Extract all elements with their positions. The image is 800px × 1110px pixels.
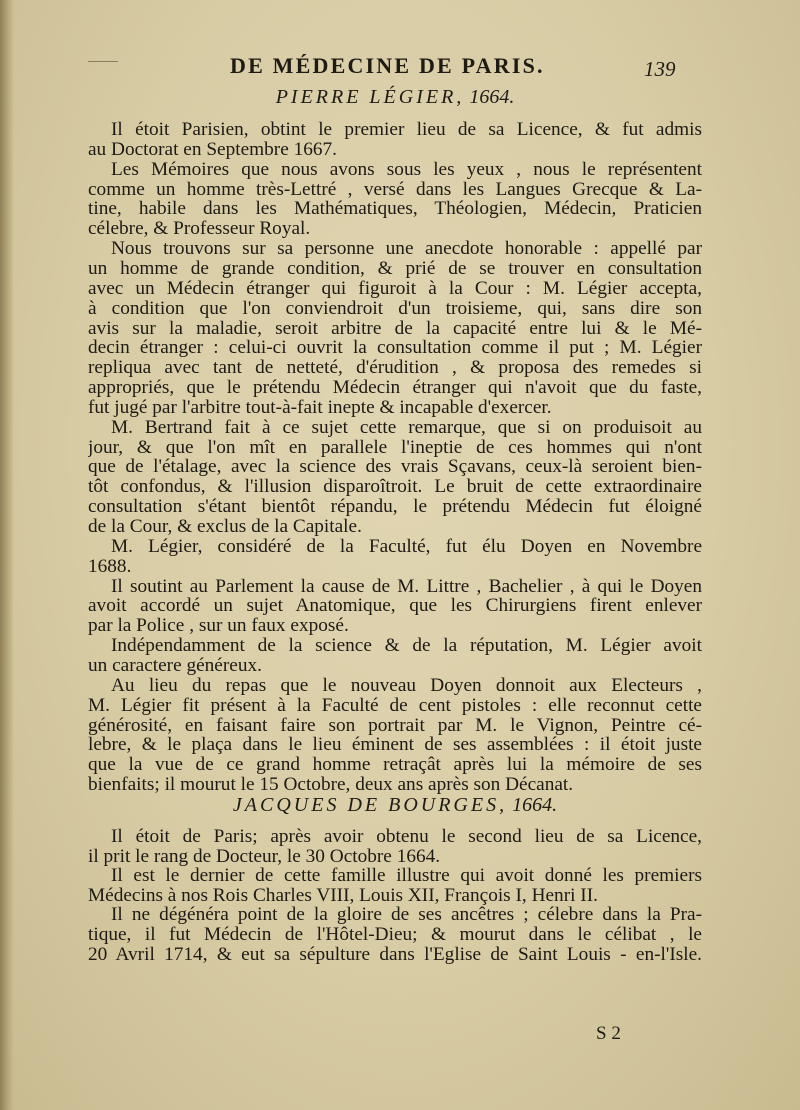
text-line: repliqua avec tant de netteté, d'érudition , & proposa des remedes si	[88, 357, 702, 379]
section-heading-year: 1664.	[512, 794, 558, 816]
text-line: Il étoit Parisien, obtint le premier lieu de sa Licence, & fut admis	[111, 119, 702, 140]
text-line: par la Police , sur un faux exposé.	[88, 615, 349, 637]
text-line: au Doctorat en Septembre 1667.	[88, 138, 337, 160]
text-line: avis sur la maladie, seroit arbitre de la capacité entre lui & le Mé-	[88, 317, 702, 339]
text-line: M. Légier fit présent à la Faculté de cent pistoles : elle reconnut cette	[88, 694, 702, 716]
text-line: Médecins à nos Rois Charles VIII, Louis XII, François I, Henri II.	[88, 884, 598, 906]
section-heading-name: PIERRE LÉGIER,	[275, 86, 465, 108]
text-line: Indépendamment de la science & de la réputation, M. Légier avoit	[111, 635, 702, 657]
running-head-title: DE MÉDECINE DE PARIS.	[230, 53, 545, 78]
text-line: Les Mémoires que nous avons sous les yeux , nous le représentent	[111, 158, 702, 180]
text-line: appropriés, que le prétendu Médecin étranger qui n'avoit que du faste,	[88, 377, 702, 399]
text-line: Il est le dernier de cette famille illustre qui avoit donné les premiers	[111, 865, 702, 887]
text-line: Au lieu du repas que le nouveau Doyen donnoit aux Electeurs ,	[111, 674, 702, 696]
text-line: tique, il fut Médecin de l'Hôtel-Dieu; & mourut dans le célibat , le	[88, 924, 702, 945]
text-line: avec un Médecin étranger qui figuroit à la Cour : M. Légier accepta,	[88, 277, 702, 299]
text-line: jour, & que l'on mît en parallele l'ineptie de ces hommes qui n'ont	[88, 436, 702, 458]
text-line: un homme de grande condition, & prié de se trouver en consultation	[88, 257, 702, 279]
text-line: Il étoit de Paris; après avoir obtenu le second lieu de sa Licence,	[111, 826, 702, 847]
text-line: lebre, & le plaça dans le lieu éminent de ses assemblées : il étoit juste	[88, 734, 702, 756]
text-line: avoit accordé un sujet Anatomique, que les Chirurgiens firent enlever	[88, 595, 702, 617]
section-heading-bourges	[88, 794, 702, 817]
text-line: bienfaits; il mourut le 15 Octobre, deux ans après son Décanat.	[88, 774, 574, 796]
text-line: Nous trouvons sur sa personne une anecdote honorable : appellé par	[111, 238, 702, 260]
section-heading-name: JACQUES DE BOURGES,	[232, 794, 508, 816]
text-line: de la Cour, & exclus de la Capitale.	[88, 516, 362, 537]
section-heading-year: 1664.	[469, 86, 515, 108]
text-line: tine, habile dans les Mathématiques, Théologien, Médecin, Praticien	[88, 198, 702, 220]
text-line: tôt confondus, & l'illusion disparoîtroit. Le bruit de cette extraordinaire	[88, 476, 702, 498]
text-line: 1688.	[88, 555, 132, 577]
text-line: que de l'étalage, avec la science des vrais Sçavans, ceux-là seroient bien-	[88, 456, 702, 478]
text-line: Il soutint au Parlement la cause de M. Littre , Bachelier , à qui le Doyen	[111, 575, 702, 597]
text-line: decin étranger : celui-ci ouvrit la consultation comme il put ; M. Légier	[88, 337, 702, 359]
text-line: que la vue de ce grand homme retraçât après lui la mémoire de ses	[88, 754, 702, 776]
text-line: générosité, en faisant faire son portrait par M. le Vignon, Peintre cé-	[88, 714, 702, 736]
header-rule	[88, 61, 118, 62]
text-line: à condition que l'on conviendroit d'un troisieme, qui, sans dire son	[88, 297, 702, 319]
text-line: 20 Avril 1714, & eut sa sépulture dans l'Eglise de Saint Louis - en-l'Isle.	[88, 943, 702, 965]
text-line: fut jugé par l'arbitre tout-à-fait inepte & incapable d'exercer.	[88, 396, 552, 418]
text-line: M. Bertrand fait à ce sujet cette remarque, que si on produisoit au	[111, 416, 702, 438]
page-number: 139	[644, 57, 676, 81]
section-heading-legier	[88, 86, 702, 109]
text-line: un caractere généreux.	[88, 654, 262, 676]
text-line: célebre, & Professeur Royal.	[88, 218, 311, 240]
text-line: comme un homme très-Lettré , versé dans les Langues Grecque & La-	[88, 178, 702, 200]
text-line: Il ne dégénéra point de la gloire de ses ancêtres ; célebre dans la Pra-	[111, 904, 702, 926]
signature-mark: S 2	[596, 1023, 621, 1044]
text-line: il prit le rang de Docteur, le 30 Octobre 1664.	[88, 845, 441, 867]
binding-shadow	[0, 0, 14, 1110]
running-head	[230, 53, 700, 85]
text-line: consultation s'étant bientôt répandu, le prétendu Médecin fut éloigné	[88, 496, 702, 518]
text-line: M. Légier, considéré de la Faculté, fut élu Doyen en Novembre	[111, 535, 702, 557]
